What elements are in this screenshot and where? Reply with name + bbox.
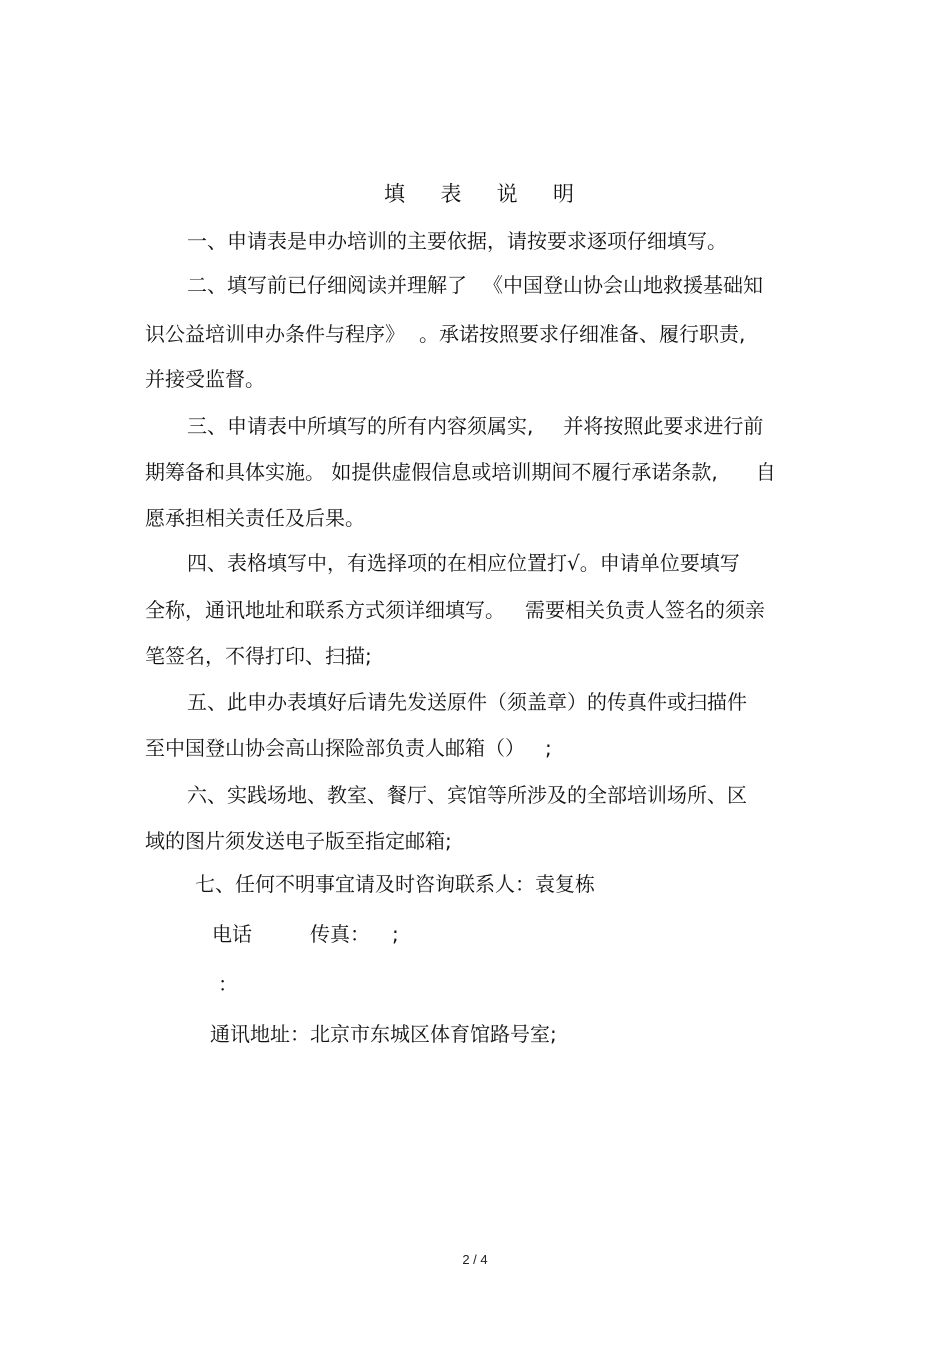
item-2-line-1	[187, 272, 763, 298]
item-2-line-3: 并接受监督。	[145, 367, 265, 391]
item-7-line-1: 七、任何不明事宜请及时咨询联系人：袁复栋	[195, 872, 595, 896]
contact-phone-fax-line	[212, 921, 399, 947]
title-char: 填	[384, 182, 405, 206]
item-2-text: 识公益培训申办条件与程序》	[145, 322, 405, 346]
item-6-line-1: 六、实践场地、教室、餐厅、宾馆等所涉及的全部培训场所、区	[187, 783, 747, 807]
item-3-text: 三、申请表中所填写的所有内容须属实,	[187, 414, 534, 438]
item-5-text: ;	[545, 736, 552, 760]
title-char: 说	[496, 182, 518, 206]
item-2-text: 。承诺按照要求仔细准备、履行职责,	[419, 322, 746, 346]
phone-label: 电话	[212, 922, 252, 946]
item-4-line-1: 四、表格填写中，有选择项的在相应位置打√。申请单位要填写	[187, 551, 740, 575]
item-4-text: 全称，通讯地址和联系方式须详细填写。	[145, 598, 505, 622]
item-4-line-2	[145, 597, 765, 623]
item-5-text: 至中国登山协会高山探险部负责人邮箱（）	[145, 736, 525, 760]
item-3-line-1	[187, 413, 763, 439]
page-number: 2 / 4	[462, 1252, 488, 1267]
separator: ;	[392, 922, 399, 946]
item-3-line-2	[145, 459, 776, 485]
fax-label: 传真：	[310, 922, 370, 946]
item-3-text: 并将按照此要求进行前	[563, 414, 764, 438]
title-char: 明	[552, 182, 574, 206]
item-1-line-1: 一、申请表是申办培训的主要依据，请按要求逐项仔细填写。	[187, 229, 727, 253]
item-3-text: 自	[755, 460, 776, 484]
item-5-line-2	[145, 735, 552, 761]
contact-colon-line: ：	[218, 972, 238, 996]
item-3-line-3: 愿承担相关责任及后果。	[145, 506, 365, 530]
contact-address-line: 通讯地址：北京市东城区体育馆路号室;	[210, 1022, 557, 1046]
item-2-line-2	[145, 321, 745, 347]
item-4-line-3: 笔签名，不得打印、扫描;	[145, 644, 372, 668]
item-2-text: 二、填写前已仔细阅读并理解了	[187, 273, 467, 297]
item-4-text: 需要相关负责人签名的须亲	[525, 598, 765, 622]
item-2-text: 《中国登山协会山地救援基础知	[483, 273, 763, 297]
item-6-line-2: 域的图片须发送电子版至指定邮箱;	[145, 829, 452, 853]
item-5-line-1: 五、此申办表填好后请先发送原件（须盖章）的传真件或扫描件	[187, 690, 747, 714]
title-char: 表	[440, 182, 462, 206]
page-title	[384, 180, 574, 208]
item-3-text: 期筹备和具体实施。 如提供虚假信息或培训期间不履行承诺条款,	[145, 460, 718, 484]
